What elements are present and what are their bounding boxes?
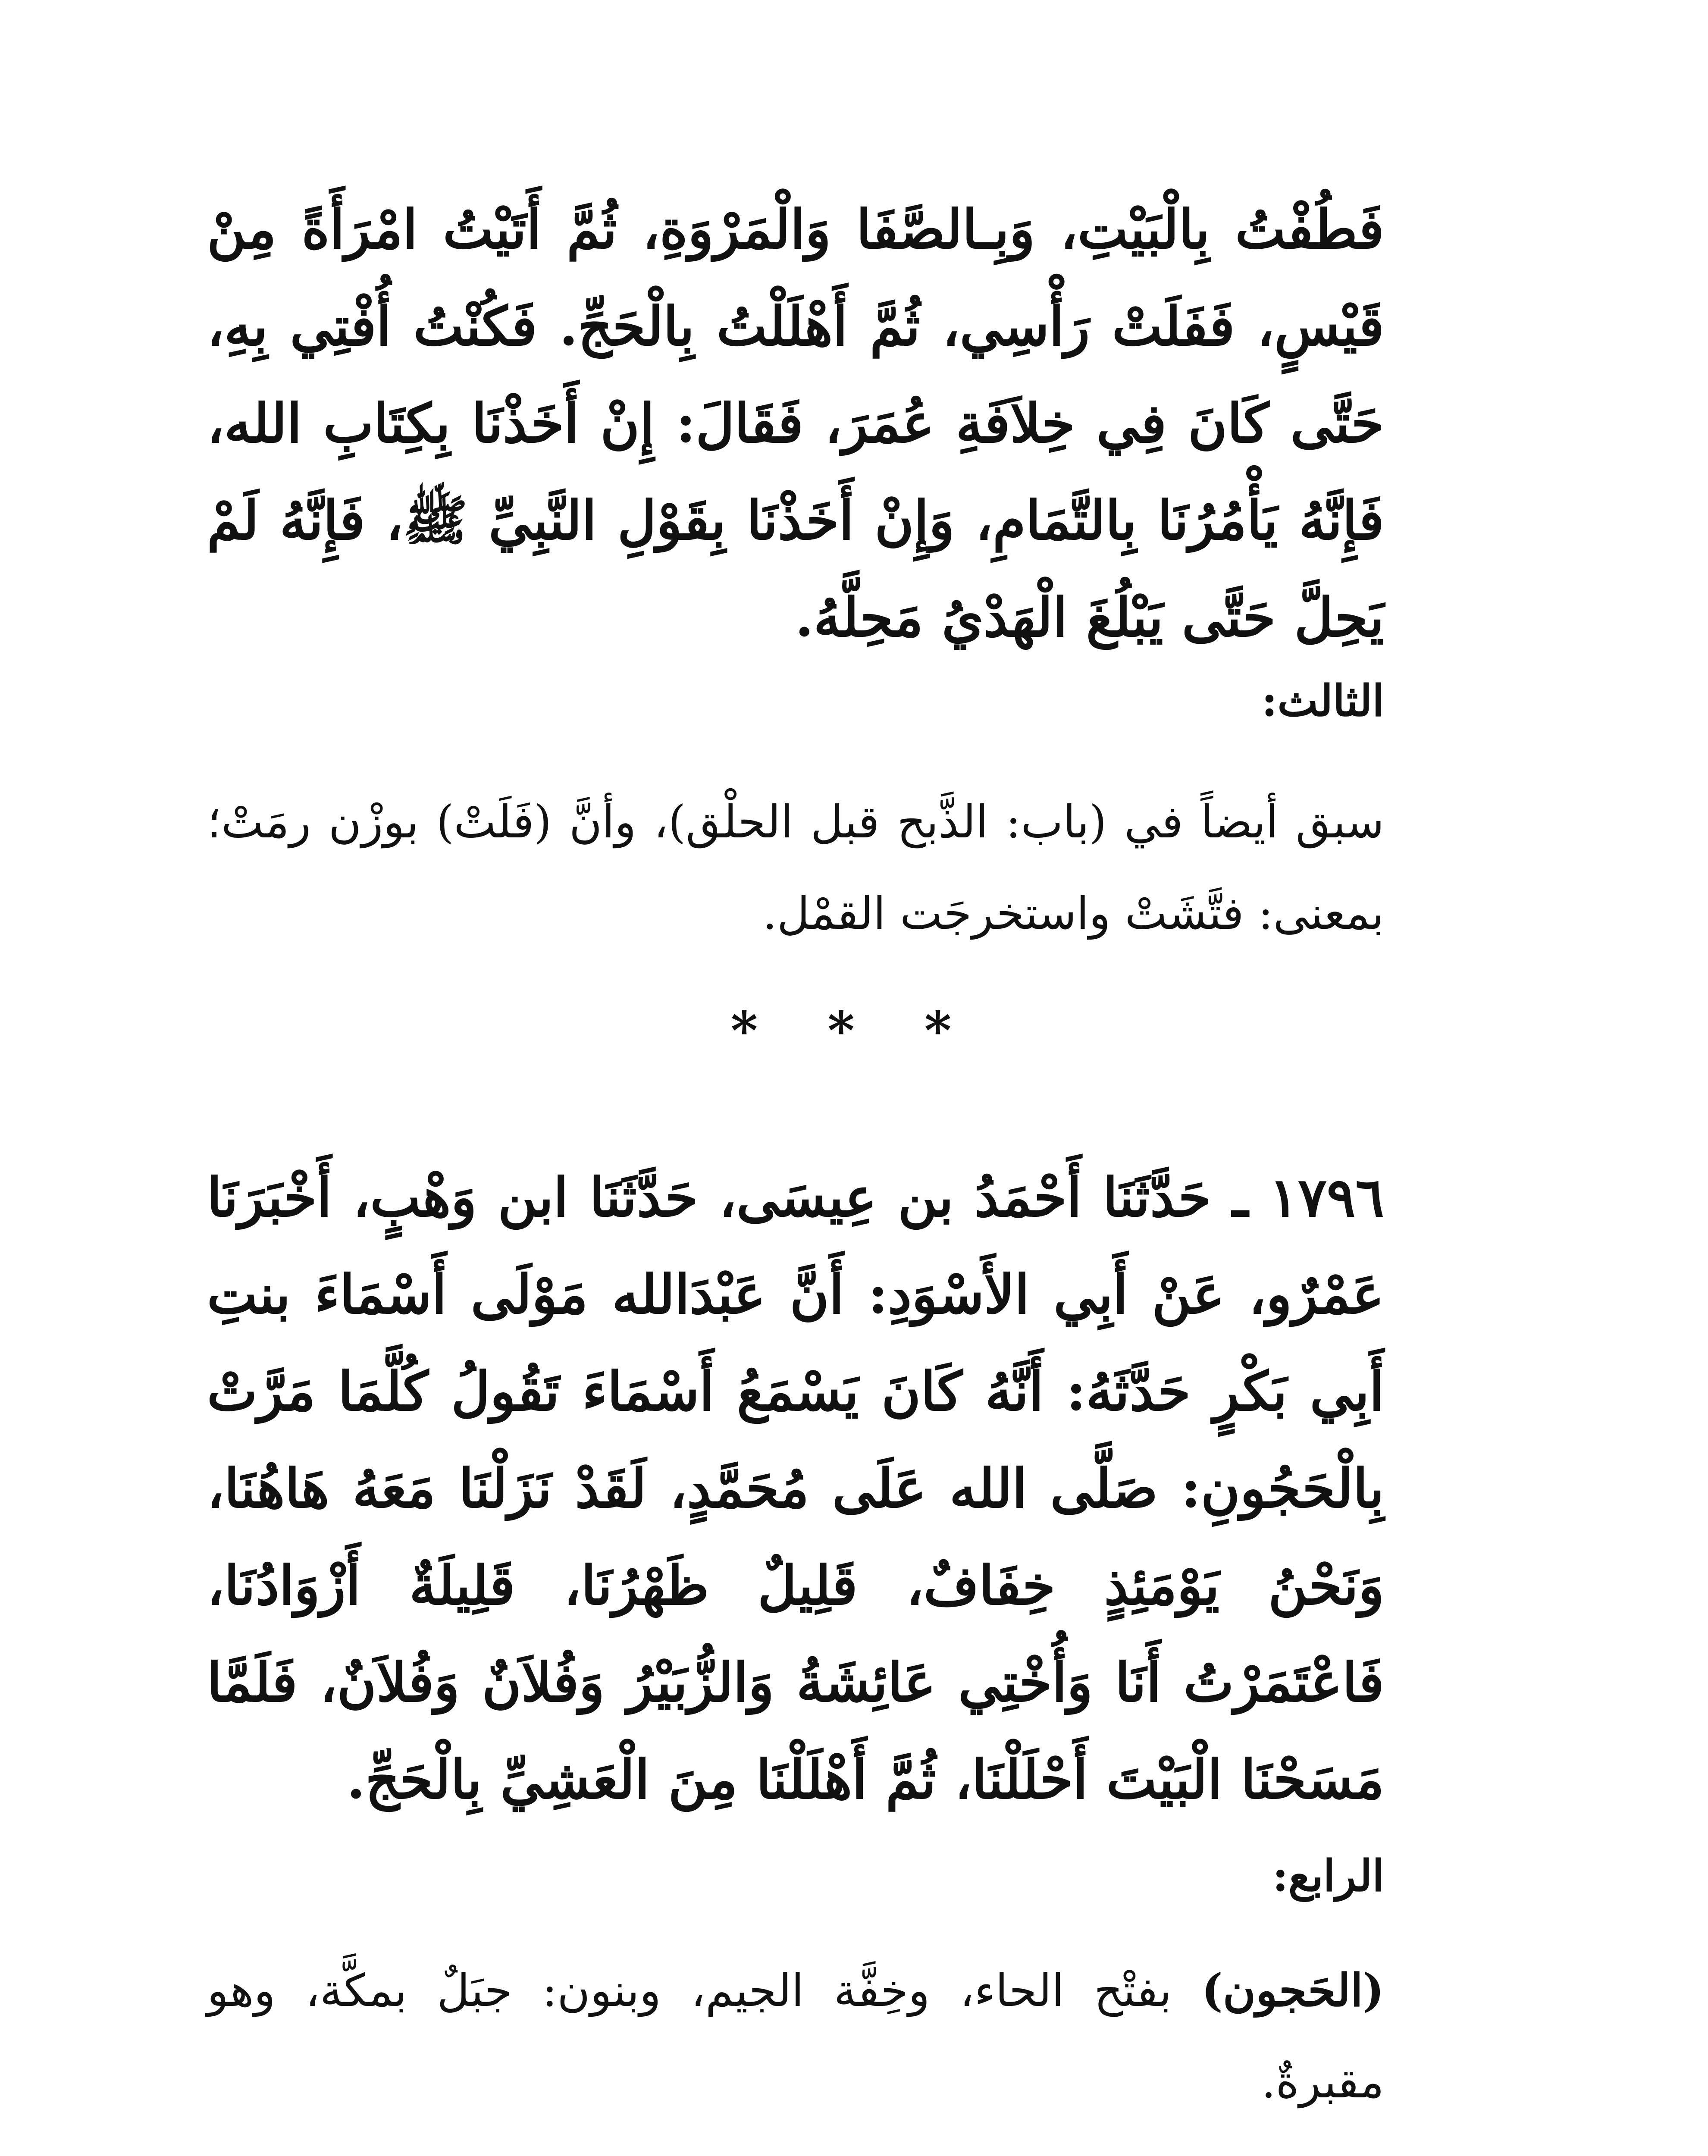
entry-text: بفتْح الحاء، وخِفَّة الجيم، وبنون: جبَلٌ بمكَّة، وهو مقبرةٌ. [207,1964,1384,2108]
passage-continuation-text: فَطُفْتُ بِالْبَيْتِ، وَبِـالصَّفَا وَالْمَرْوَةِ، ثُمَّ أَتَيْتُ امْرَأَةً مِنْ قَيْسٍ، فَفَلَتْ رَأْسِي، ثُمَّ أَهْلَلْتُ بِالْحَجِّ. فَكُنْتُ أُفْتِي بِهِ، حَتَّى كَانَ فِي خِلاَفَةِ عُمَرَ، فَقَالَ: إِنْ أَخَذْنَا بِكِتَابِ الله، فَإِنَّهُ يَأْمُرُنَا بِالتَّمَامِ، وَإِنْ أَخَذْنَا بِقَوْلِ النَّبِيِّ ﷺ، فَإِنَّهُ لَمْ يَحِلَّ حَتَّى يَبْلُغَ الْهَدْيُ مَحِلَّهُ. [207,198,1384,649]
passage-continuation [207,181,1384,666]
fourth-entry-hajun [207,1945,1384,2128]
section-third-heading [207,666,1384,735]
section-third-heading-text: الثالث: [1261,675,1384,726]
section-third-commentary [207,776,1384,959]
hadith-1796 [207,1149,1384,1828]
entry-term: (الحَجون) [1201,1964,1384,2017]
section-fourth-heading [207,1841,1384,1910]
hadith-text: ١٧٩٦ ـ حَدَّثَنَا أَحْمَدُ بن عِيسَى، حَدَّثَنَا ابن وَهْبٍ، أَخْبَرَنَا عَمْرٌو، عَنْ أَبِي الأَسْوَدِ: أَنَّ عَبْدَالله مَوْلَى أَسْمَاءَ بنتِ أَبِي بَكْرٍ حَدَّثَهُ: أَنَّهُ كَانَ يَسْمَعُ أَسْمَاءَ تَقُولُ كُلَّمَا مَرَّتْ بِالْحَجُونِ: صَلَّى الله عَلَى مُحَمَّدٍ، لَقَدْ نَزَلْنَا مَعَهُ هَاهُنَا، وَنَحْنُ يَوْمَئِذٍ خِفَافٌ، قَلِيلٌ ظَهْرُنَا، قَلِيلَةٌ أَزْوَادُنَا، فَاعْتَمَرْتُ أَنَا وَأُخْتِي عَائِشَةُ وَالزُّبَيْرُ وَفُلاَنٌ وَفُلاَنٌ، فَلَمَّا مَسَحْنَا الْبَيْتَ أَحْلَلْنَا، ثُمَّ أَهْلَلْنَا مِنَ الْعَشِيِّ بِالْحَجِّ. [207,1166,1384,1811]
section-fourth-heading-text: الرابع: [1272,1850,1384,1901]
section-third-text: سبق أيضاً في (باب: الذَّبح قبل الحلْق)، وأنَّ (فَلَتْ) بوزْن رمَتْ؛ بمعنى: فتَّشَتْ واستخرجَت القمْل. [207,796,1384,940]
section-separator: * * * [730,1000,978,1061]
